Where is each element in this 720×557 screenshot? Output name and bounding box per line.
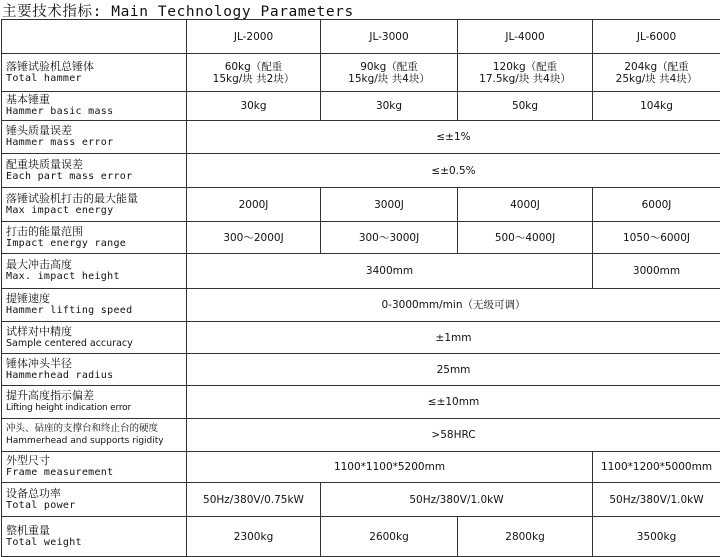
row-label: 配重块质量误差 Each part mass error <box>2 154 187 188</box>
model-header: JL-3000 <box>321 20 458 54</box>
table-row <box>2 188 720 222</box>
table-row <box>2 121 720 154</box>
value-cell: 300～2000J <box>187 222 321 254</box>
model-header: JL-6000 <box>593 20 720 54</box>
value-cell: 3500kg <box>593 517 720 557</box>
value-cell: 90kg（配重 15kg/块 共4块） <box>321 54 458 92</box>
table-row <box>2 92 720 121</box>
table-row <box>2 354 720 386</box>
value-cell: 1100*1100*5200mm <box>187 452 593 483</box>
value-cell: 30kg <box>187 92 321 121</box>
table-row <box>2 222 720 254</box>
value-cell: ±1mm <box>187 322 720 354</box>
value-cell: 50kg <box>458 92 593 121</box>
header-empty-cell <box>2 20 187 54</box>
value-cell: 2600kg <box>321 517 458 557</box>
value-cell: 50Hz/380V/1.0kW <box>321 483 593 517</box>
value-cell: 50Hz/380V/1.0kW <box>593 483 720 517</box>
value-cell: 6000J <box>593 188 720 222</box>
parameters-table <box>1 19 720 557</box>
value-cell: ≤±10mm <box>187 386 720 419</box>
row-label: 整机重量 Total weight <box>2 517 187 557</box>
table-row <box>2 517 720 557</box>
value-cell: 1050～6000J <box>593 222 720 254</box>
value-cell: 3400mm <box>187 254 593 289</box>
value-cell: 60kg（配重 15kg/块 共2块） <box>187 54 321 92</box>
value-cell: 3000J <box>321 188 458 222</box>
row-label: 打击的能量范围 Impact energy range <box>2 222 187 254</box>
row-label: 设备总功率 Total power <box>2 483 187 517</box>
value-cell: 500～4000J <box>458 222 593 254</box>
value-cell: 30kg <box>321 92 458 121</box>
table-row <box>2 54 720 92</box>
model-header: JL-2000 <box>187 20 321 54</box>
value-cell: 4000J <box>458 188 593 222</box>
row-label: 冲头、砧座的支撑台和终止台的硬度 Hammerhead and supports rigidity <box>2 419 187 452</box>
model-header: JL-4000 <box>458 20 593 54</box>
value-cell: 50Hz/380V/0.75kW <box>187 483 321 517</box>
value-cell: 120kg（配重 17.5kg/块 共4块） <box>458 54 593 92</box>
table-row <box>2 483 720 517</box>
row-label: 落锤试验机总锤体 Total hammer <box>2 54 187 92</box>
value-cell: 0-3000mm/min（无级可调） <box>187 289 720 322</box>
value-cell: 300～3000J <box>321 222 458 254</box>
row-label: 提升高度指示偏差 Lifting height indication error <box>2 386 187 419</box>
value-cell: 2800kg <box>458 517 593 557</box>
row-label: 锤体冲头半径 Hammerhead radius <box>2 354 187 386</box>
value-cell: >58HRC <box>187 419 720 452</box>
value-cell: 2000J <box>187 188 321 222</box>
table-row <box>2 452 720 483</box>
value-cell: 25mm <box>187 354 720 386</box>
table-row <box>2 154 720 188</box>
value-cell: 104kg <box>593 92 720 121</box>
table-row <box>2 386 720 419</box>
value-cell: ≤±1% <box>187 121 720 154</box>
table-row <box>2 254 720 289</box>
table-row <box>2 322 720 354</box>
row-label: 提锤速度 Hammer lifting speed <box>2 289 187 322</box>
table-row <box>2 289 720 322</box>
row-label: 外型尺寸 Frame measurement <box>2 452 187 483</box>
page-title: 主要技术指标: Main Technology Parameters <box>2 0 354 21</box>
value-cell: 2300kg <box>187 517 321 557</box>
table-row-header <box>2 20 720 54</box>
row-label: 锤头质量误差 Hammer mass error <box>2 121 187 154</box>
value-cell: 1100*1200*5000mm <box>593 452 720 483</box>
row-label: 基本锤重 Hammer basic mass <box>2 92 187 121</box>
table-row <box>2 419 720 452</box>
value-cell: 204kg（配重 25kg/块 共4块） <box>593 54 720 92</box>
row-label: 落锤试验机打击的最大能量 Max impact energy <box>2 188 187 222</box>
row-label: 试样对中精度 Sample centered accuracy <box>2 322 187 354</box>
value-cell: ≤±0.5% <box>187 154 720 188</box>
value-cell: 3000mm <box>593 254 720 289</box>
row-label: 最大冲击高度 Max. impact height <box>2 254 187 289</box>
